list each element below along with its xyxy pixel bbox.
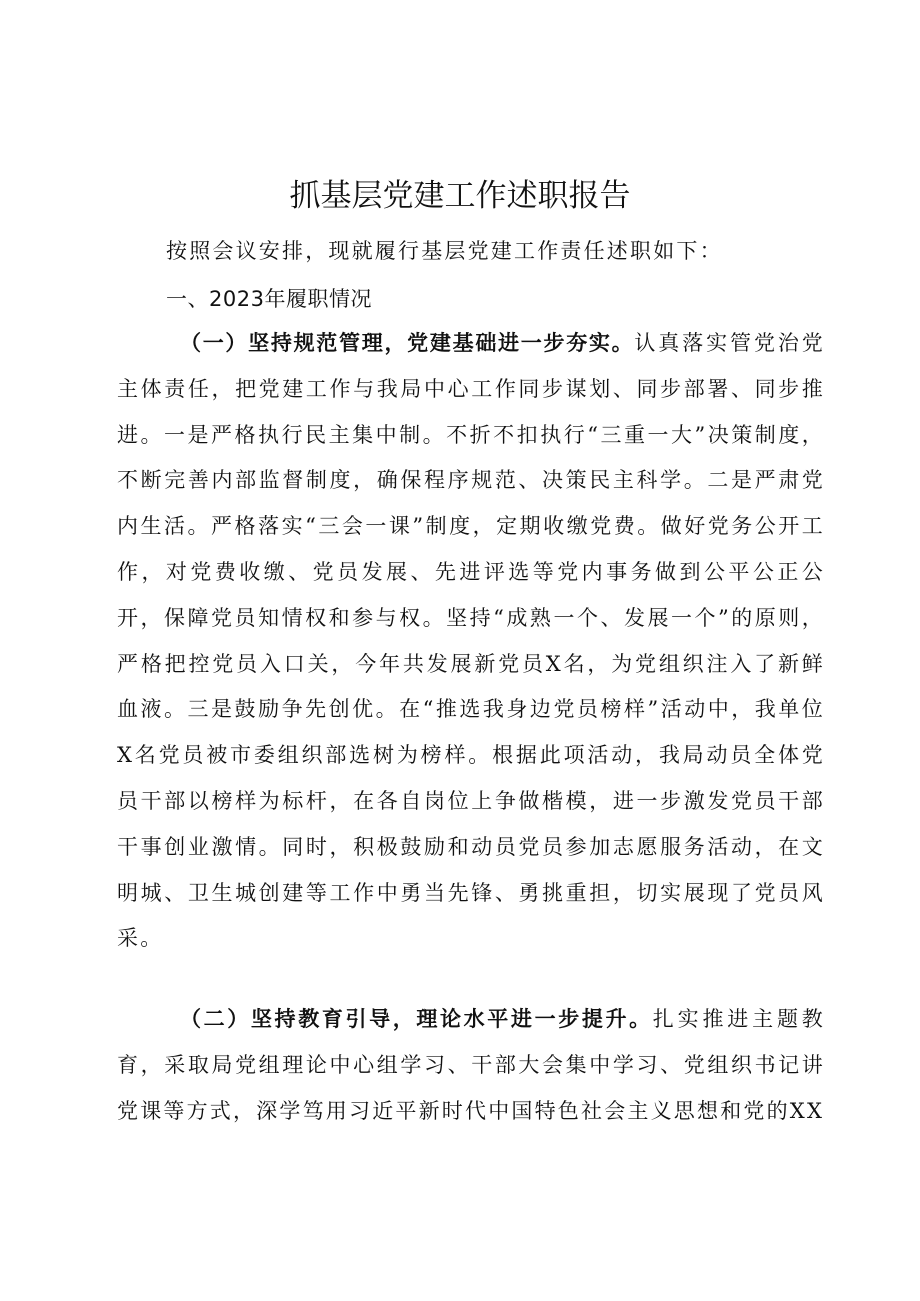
intro-paragraph: 按照会议安排，现就履行基层党建工作责任述职如下： <box>166 239 723 263</box>
section-heading: 一、2023年履职情况 <box>166 287 372 311</box>
paragraph-1-body: 认真落实管党治党主体责任，把党建工作与我局中心工作同步谋划、同步部署、同步推进。一是严格执行民主集中制。不折不扣执行“三重一大”决策制度，不断完善内部监督制度，确保程序规范、决策民主科学。二是严肃党内生活。严格落实“三会一课”制度，定期收缴党费。做好党务公开工作，对党费收缴、党员发展、先进评选等党内事务做到公平公正公开，保障党员知情权和参与权。坚持“成熟一个、发展一个”的原则，严格把控党员入口关，今年共发展新党员X名，为党组织注入了新鲜血液。三是鼓励争先创优。在“推选我身边党员榜样”活动中，我单位X名党员被市委组织部选树为榜样。根据此项活动，我局动员全体党员干部以榜样为标杆，在各自岗位上争做楷模，进一步激发党员干部干事创业激情。同时，积极鼓励和动员党员参加志愿服务活动，在文明城、卫生城创建等工作中勇当先锋、勇挑重担，切实展现了党员风采。 <box>117 331 826 951</box>
paragraph-2-body: 扎实推进主题教育，采取局党组理论中心组学习、干部大会集中学习、党组织书记讲党课等方式，深学笃用习近平新时代中国特色社会主义思想和党的XX <box>117 1007 825 1123</box>
paragraph-1-lead: （一）坚持规范管理，党建基础进一步夯实。 <box>180 331 635 355</box>
paragraph-1 <box>117 321 825 962</box>
paragraph-2 <box>117 997 825 1134</box>
document-title: 抓基层党建工作述职报告 <box>289 178 631 214</box>
paragraph-2-lead: （二）坚持教育引导，理论水平进一步提升。 <box>180 1007 653 1031</box>
